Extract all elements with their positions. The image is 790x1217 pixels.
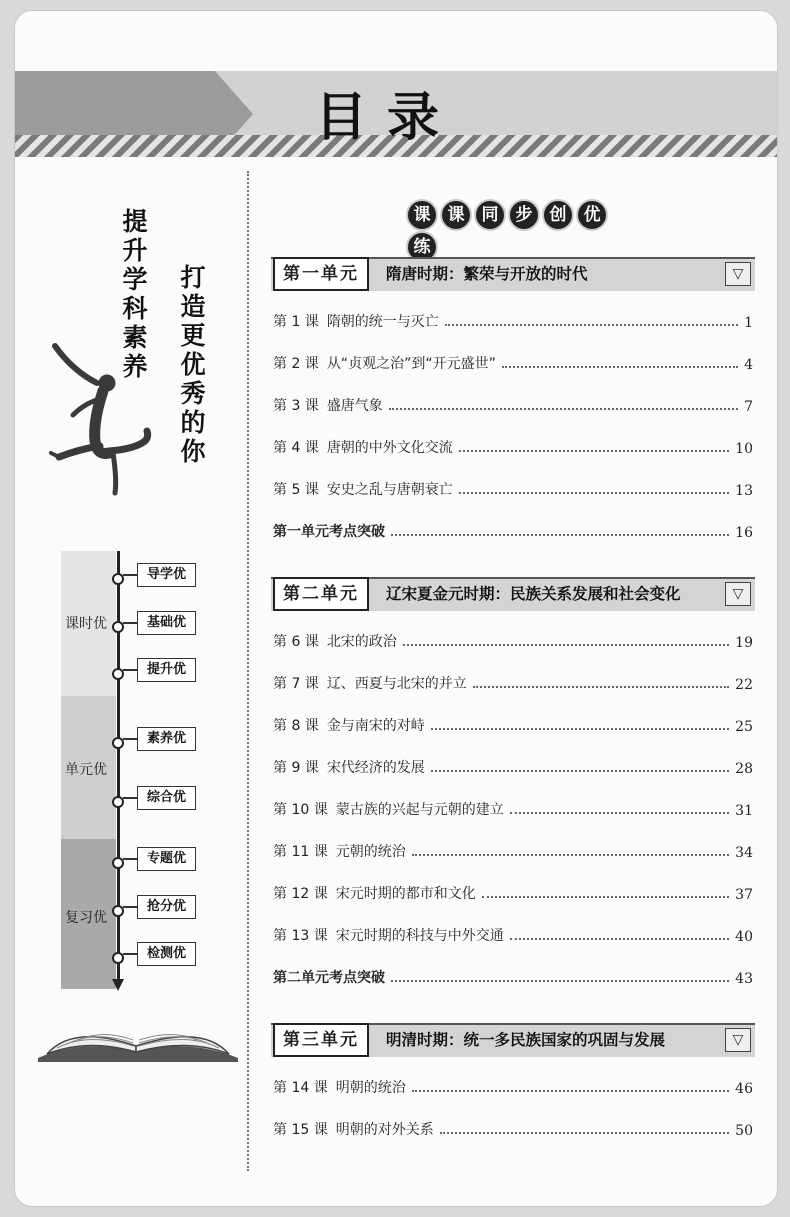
step-box: 导学优 — [137, 563, 196, 587]
lesson-title: 宋元时期的都市和文化 — [335, 886, 476, 902]
unit-number: 第二单元 — [273, 577, 369, 611]
lesson-number: 第 6 课 — [273, 634, 319, 650]
step-box: 基础优 — [137, 611, 196, 635]
progression-arrow-icon — [112, 979, 124, 991]
section-heading-char: 课 — [440, 199, 472, 231]
page-number: 19 — [735, 635, 753, 651]
lesson-title: 从“贞观之治”到“开元盛世” — [326, 356, 496, 372]
unit-name: 隋唐时期：繁荣与开放的时代 — [386, 265, 588, 283]
unit-arrow-icon: ▽ — [725, 582, 751, 606]
leader-dots — [391, 534, 729, 536]
lesson-number: 第 12 课 — [273, 886, 328, 902]
lesson-title: 盛唐气象 — [326, 398, 383, 414]
lesson-title: 金与南宋的对峙 — [326, 718, 425, 734]
toc-row[interactable] — [273, 713, 753, 735]
unit-name: 辽宋夏金元时期：民族关系发展和社会变化 — [386, 585, 681, 603]
leader-dots — [510, 938, 729, 940]
lesson-number: 第 3 课 — [273, 398, 319, 414]
leader-dots — [445, 324, 738, 326]
leader-dots — [391, 980, 729, 982]
lesson-number: 第 10 课 — [273, 802, 328, 818]
toc-row[interactable] — [273, 629, 753, 651]
review-title: 第一单元考点突破 — [273, 524, 385, 540]
lesson-number: 第 11 课 — [273, 844, 328, 860]
step-box: 综合优 — [137, 786, 196, 810]
page-title: 目录 — [315, 88, 460, 148]
toc-row[interactable] — [273, 435, 753, 457]
toc-row[interactable] — [273, 393, 753, 415]
section-heading-char: 创 — [542, 199, 574, 231]
lesson-number: 第 2 课 — [273, 356, 319, 372]
step-box: 抢分优 — [137, 895, 196, 919]
lesson-title: 明朝的对外关系 — [335, 1122, 434, 1138]
stage-label: 复习优 — [65, 910, 107, 926]
column-divider — [247, 171, 249, 1171]
page-number: 37 — [735, 887, 753, 903]
lesson-title: 蒙古族的兴起与元朝的建立 — [335, 802, 504, 818]
section-heading-char: 课 — [406, 199, 438, 231]
node-icon — [111, 620, 126, 635]
page-number: 1 — [744, 315, 753, 331]
leader-dots — [389, 408, 738, 410]
unit-header — [271, 1023, 755, 1057]
node-icon — [111, 667, 126, 682]
toc-row[interactable] — [273, 309, 753, 331]
unit-header — [271, 577, 755, 611]
toc-row[interactable] — [273, 755, 753, 777]
page-number: 43 — [735, 971, 753, 987]
page-number: 7 — [744, 399, 753, 415]
step-box: 专题优 — [137, 847, 196, 871]
slogan-line-2: 打造更优秀的你 — [180, 263, 206, 466]
page-number: 31 — [735, 803, 753, 819]
step-box: 提升优 — [137, 658, 196, 682]
leader-dots — [502, 366, 738, 368]
unit-number: 第三单元 — [273, 1023, 369, 1057]
lesson-title: 宋元时期的科技与中外交通 — [335, 928, 504, 944]
step-box: 检测优 — [137, 942, 196, 966]
leader-dots — [431, 728, 729, 730]
unit-header — [271, 257, 755, 291]
page-number: 22 — [735, 677, 753, 693]
toc-row[interactable] — [273, 797, 753, 819]
lesson-number: 第 9 课 — [273, 760, 319, 776]
unit-name: 明清时期：统一多民族国家的巩固与发展 — [386, 1031, 666, 1049]
node-icon — [111, 572, 126, 587]
leader-dots — [459, 492, 729, 494]
page-number: 50 — [735, 1123, 753, 1139]
unit-arrow-icon: ▽ — [725, 262, 751, 286]
lesson-number: 第 7 课 — [273, 676, 319, 692]
node-icon — [111, 904, 126, 919]
leader-dots — [403, 644, 729, 646]
node-icon — [111, 951, 126, 966]
toc-row[interactable] — [273, 923, 753, 945]
page-number: 25 — [735, 719, 753, 735]
lesson-title: 辽、西夏与北宋的并立 — [326, 676, 467, 692]
toc-row-review[interactable] — [273, 965, 753, 987]
section-heading-char: 优 — [576, 199, 608, 231]
toc-row[interactable] — [273, 671, 753, 693]
leader-dots — [473, 686, 729, 688]
lesson-title: 安史之乱与唐朝衰亡 — [326, 482, 453, 498]
lesson-title: 宋代经济的发展 — [326, 760, 425, 776]
toc-row[interactable] — [273, 881, 753, 903]
node-icon — [111, 795, 126, 810]
review-title: 第二单元考点突破 — [273, 970, 385, 986]
page-number: 16 — [735, 525, 753, 541]
lesson-number: 第 13 课 — [273, 928, 328, 944]
node-icon — [111, 856, 126, 871]
toc-row[interactable] — [273, 351, 753, 373]
page-number: 10 — [735, 441, 753, 457]
leader-dots — [431, 770, 729, 772]
section-heading-char: 步 — [508, 199, 540, 231]
page-number: 28 — [735, 761, 753, 777]
open-book-icon — [33, 1016, 243, 1066]
leader-dots — [459, 450, 729, 452]
stage-label: 课时优 — [65, 616, 107, 632]
toc-row[interactable] — [273, 839, 753, 861]
lesson-title: 元朝的统治 — [335, 844, 406, 860]
jumping-figure-image — [45, 341, 155, 501]
page-number: 40 — [735, 929, 753, 945]
leader-dots — [482, 896, 729, 898]
lesson-title: 隋朝的统一与灭亡 — [326, 314, 439, 330]
toc-row[interactable] — [273, 1075, 753, 1097]
page-number: 4 — [744, 357, 753, 373]
toc-row[interactable] — [273, 1117, 753, 1139]
lesson-number: 第 5 课 — [273, 482, 319, 498]
leader-dots — [510, 812, 729, 814]
step-box: 素养优 — [137, 727, 196, 751]
toc-page — [14, 10, 778, 1207]
progression-diagram — [61, 551, 236, 991]
leader-dots — [412, 854, 729, 856]
lesson-number: 第 4 课 — [273, 440, 319, 456]
lesson-title: 唐朝的中外文化交流 — [326, 440, 453, 456]
page-number: 13 — [735, 483, 753, 499]
section-heading — [405, 199, 625, 257]
lesson-number: 第 1 课 — [273, 314, 319, 330]
leader-dots — [440, 1132, 729, 1134]
toc-row-review[interactable] — [273, 519, 753, 541]
lesson-number: 第 14 课 — [273, 1080, 328, 1096]
lesson-number: 第 15 课 — [273, 1122, 328, 1138]
page-number: 34 — [735, 845, 753, 861]
section-heading-char: 练 — [406, 231, 438, 263]
node-icon — [111, 736, 126, 751]
lesson-number: 第 8 课 — [273, 718, 319, 734]
title-banner — [15, 71, 777, 157]
lesson-title: 北宋的政治 — [326, 634, 397, 650]
toc-row[interactable] — [273, 477, 753, 499]
unit-number: 第一单元 — [273, 257, 369, 291]
leader-dots — [412, 1090, 729, 1092]
lesson-title: 明朝的统治 — [335, 1080, 406, 1096]
slogan-line-1: 提升学科素养 — [122, 207, 148, 381]
section-heading-char: 同 — [474, 199, 506, 231]
stage-label: 单元优 — [65, 762, 107, 778]
page-number: 46 — [735, 1081, 753, 1097]
unit-arrow-icon: ▽ — [725, 1028, 751, 1052]
